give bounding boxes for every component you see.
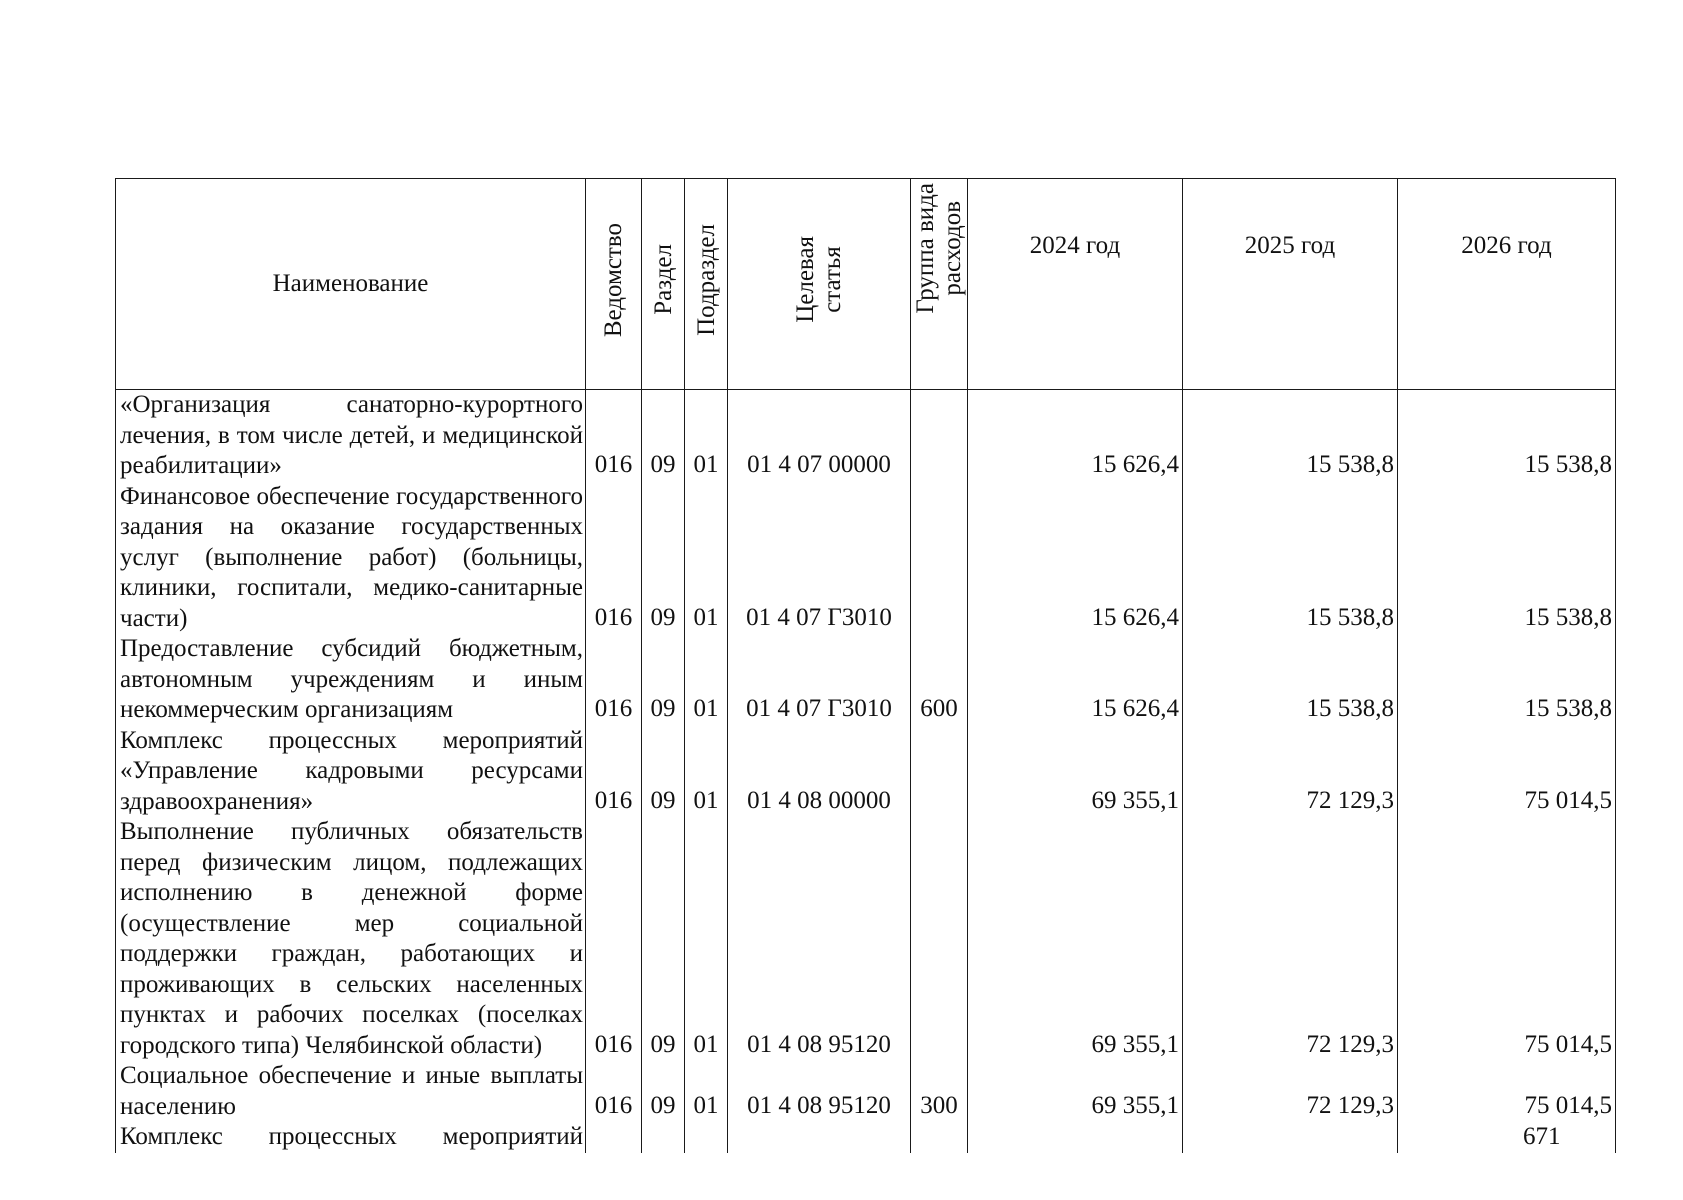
- row-2024: 69 355,1: [968, 1061, 1183, 1122]
- header-department: Ведомство: [586, 179, 642, 390]
- row-name: Предоставление субсидий бюджетным, автономным учреждениям и иным некоммерческим организациям: [116, 634, 586, 726]
- row-name: Выполнение публичных обязательств перед физическим лицом, подлежащих исполнению в денежной форме (осуществление мер социальной поддержки граждан, работающих и проживающих в сельских населенных пунктах и рабочих поселках (поселках городского типа) Челябинской области): [116, 817, 586, 1061]
- row-target: 01 4 08 00000: [728, 726, 911, 818]
- header-2024: 2024 год: [968, 179, 1183, 390]
- row-2025: 72 129,3: [1183, 726, 1398, 818]
- row-dept: 016: [586, 726, 642, 818]
- row-section: 09: [642, 1061, 685, 1122]
- row-2024: 69 355,1: [968, 817, 1183, 1061]
- row-expense: 300: [911, 1061, 968, 1122]
- row-dept: 016: [586, 634, 642, 726]
- row-subsection: 01: [685, 726, 728, 818]
- row-name: Социальное обеспечение и иные выплаты населению: [116, 1061, 586, 1122]
- row-expense: [911, 726, 968, 818]
- row-section: 09: [642, 390, 685, 482]
- row-subsection: 01: [685, 1061, 728, 1122]
- row-dept: 016: [586, 817, 642, 1061]
- header-row: [116, 179, 1616, 390]
- row-target: 01 4 07 Г3010: [728, 482, 911, 635]
- table-row-partial: [116, 1122, 1616, 1153]
- row-subsection: 01: [685, 482, 728, 635]
- header-2026: 2026 год: [1398, 179, 1616, 390]
- row-dept: 016: [586, 482, 642, 635]
- row-target: 01 4 07 Г3010: [728, 634, 911, 726]
- row-expense: 600: [911, 634, 968, 726]
- row-2026: 15 538,8: [1398, 482, 1616, 635]
- row-2024: 15 626,4: [968, 390, 1183, 482]
- row-2024: 15 626,4: [968, 634, 1183, 726]
- row-subsection: 01: [685, 817, 728, 1061]
- row-target: 01 4 08 95120: [728, 1061, 911, 1122]
- header-2025: 2025 год: [1183, 179, 1398, 390]
- row-name: Финансовое обеспечение государственного задания на оказание государственных услуг (выполнение работ) (больницы, клиники, госпитали, медико-санитарные части): [116, 482, 586, 635]
- row-section: 09: [642, 726, 685, 818]
- row-subsection: 01: [685, 390, 728, 482]
- header-expense-group: Группа вида расходов: [911, 179, 968, 390]
- header-subsection: Подраздел: [685, 179, 728, 390]
- row-section: 09: [642, 817, 685, 1061]
- header-section: Раздел: [642, 179, 685, 390]
- row-2026: 75 014,5: [1398, 817, 1616, 1061]
- page-number: 671: [1523, 1123, 1561, 1150]
- row-2025: 15 538,8: [1183, 390, 1398, 482]
- row-expense: [911, 817, 968, 1061]
- row-2025: 72 129,3: [1183, 1061, 1398, 1122]
- table-row: [116, 390, 1616, 482]
- table-row: [116, 817, 1616, 1061]
- row-name: Комплекс процессных мероприятий «Управление кадровыми ресурсами здравоохранения»: [116, 726, 586, 818]
- table-row: [116, 1061, 1616, 1122]
- row-2024: 15 626,4: [968, 482, 1183, 635]
- row-2024: 69 355,1: [968, 726, 1183, 818]
- row-2026: 15 538,8: [1398, 634, 1616, 726]
- table-row: [116, 482, 1616, 635]
- row-2025: 15 538,8: [1183, 482, 1398, 635]
- row-section: 09: [642, 482, 685, 635]
- row-2025: 72 129,3: [1183, 817, 1398, 1061]
- row-target: 01 4 08 95120: [728, 817, 911, 1061]
- table-row: [116, 634, 1616, 726]
- row-name: «Организация санаторно-курортного лечения, в том числе детей, и медицинской реабилитации»: [116, 390, 586, 482]
- row-name: Комплекс процессных мероприятий: [116, 1122, 586, 1153]
- row-subsection: 01: [685, 634, 728, 726]
- row-section: 09: [642, 634, 685, 726]
- row-2026: 75 014,5: [1398, 1061, 1616, 1122]
- row-expense: [911, 390, 968, 482]
- row-dept: 016: [586, 1061, 642, 1122]
- row-expense: [911, 482, 968, 635]
- row-target: 01 4 07 00000: [728, 390, 911, 482]
- row-2026: 15 538,8: [1398, 390, 1616, 482]
- header-name: Наименование: [116, 179, 586, 390]
- header-target-article: Целевая статья: [728, 179, 911, 390]
- row-dept: 016: [586, 390, 642, 482]
- row-2026: 75 014,5: [1398, 726, 1616, 818]
- table-row: [116, 726, 1616, 818]
- row-2025: 15 538,8: [1183, 634, 1398, 726]
- budget-table: [115, 178, 1616, 1153]
